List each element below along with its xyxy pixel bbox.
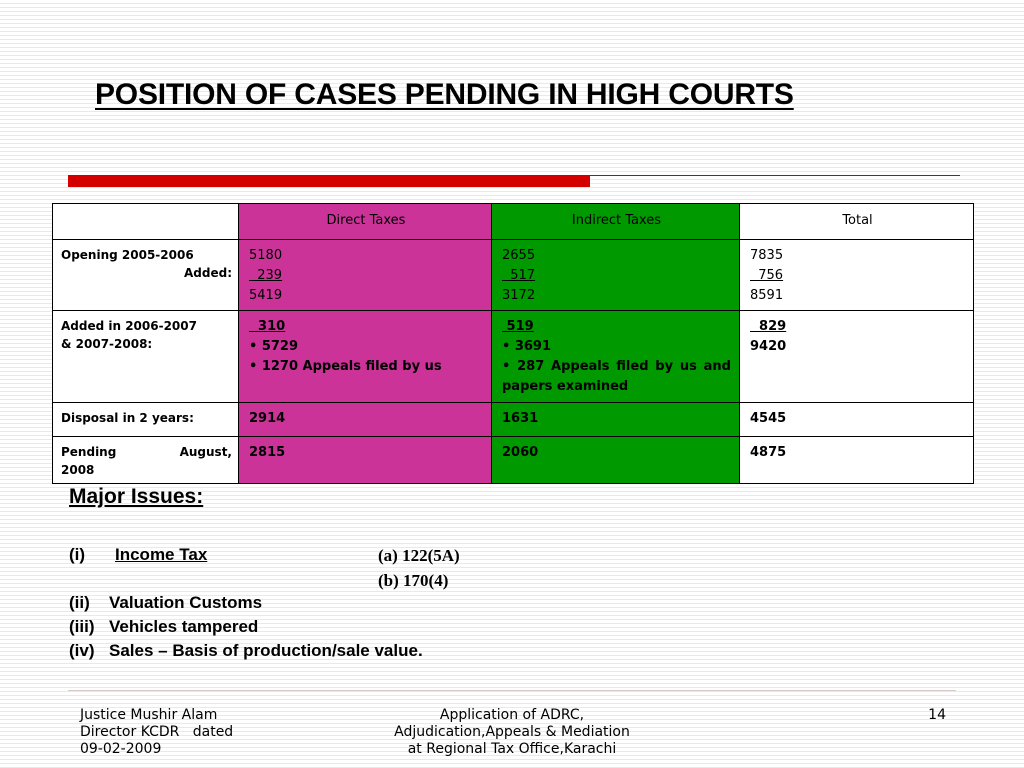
cell-direct-disposal: 2914 (239, 403, 492, 437)
row-label-pending (53, 437, 239, 484)
cell-value: 5180 (249, 248, 283, 263)
row-label-opening (53, 240, 239, 311)
issue-item (69, 617, 258, 637)
issue-number: (iv) (69, 641, 95, 660)
header-direct-taxes: Direct Taxes (239, 204, 492, 240)
cell-total-pending: 4875 (740, 437, 974, 484)
cell-value: 310 (249, 319, 286, 334)
table-row (53, 240, 974, 311)
footer-line: Adjudication,Appeals & Mediation (394, 724, 630, 740)
footer-divider (68, 690, 956, 691)
row-label-text: 2008 (61, 463, 95, 477)
issue-subitem: (b) 170(4) (378, 571, 449, 590)
cell-total-opening (740, 240, 974, 311)
cell-total-added (740, 311, 974, 403)
cell-direct-added (239, 311, 492, 403)
issue-text: Vehicles tampered (109, 617, 259, 636)
issue-text: Valuation Customs (109, 593, 263, 612)
cell-value: 3172 (502, 288, 536, 303)
issue-text: Sales – Basis of production/sale value. (109, 641, 423, 660)
row-label-line (61, 317, 232, 335)
issue-number: (iii) (69, 617, 95, 636)
cases-table (52, 203, 974, 484)
table-row (53, 403, 974, 437)
table-row (53, 437, 974, 484)
issue-subitem: (a) 122(5A) (378, 546, 460, 565)
row-label-text: Added: (184, 266, 232, 280)
cell-value: 8591 (750, 288, 784, 303)
cell-value: • 5729 (249, 339, 299, 354)
footer-line: 09-02-2009 (80, 741, 162, 757)
cell-indirect-pending: 2060 (492, 437, 740, 484)
cell-value: 5419 (249, 288, 283, 303)
footer-author (80, 707, 233, 758)
issue-number: (i) (69, 545, 86, 564)
row-label-text: Opening 2005-2006 (61, 248, 194, 262)
page-title: POSITION OF CASES PENDING IN HIGH COURTS (95, 78, 794, 111)
footer-line: Director KCDR dated (80, 724, 234, 740)
footer-page-number: 14 (928, 707, 946, 723)
row-label-text: Pending (61, 445, 117, 459)
row-label-text: Added in 2006-2007 (61, 319, 197, 333)
row-label-added (53, 311, 239, 403)
issue-item (69, 593, 262, 613)
major-issues-heading: Major Issues: (69, 485, 204, 508)
cell-value: 7835 (750, 248, 784, 263)
cell-value: • 1270 Appeals filed by us (249, 359, 442, 374)
footer-presentation-title (352, 707, 672, 758)
footer-line: Justice Mushir Alam (80, 707, 218, 723)
row-label-text: August, (179, 445, 232, 459)
header-indirect-taxes: Indirect Taxes (492, 204, 740, 240)
row-label-line (61, 443, 232, 461)
cell-value: 829 (750, 319, 787, 334)
cell-value: 519 (502, 319, 534, 334)
table-header-row (53, 204, 974, 240)
cell-indirect-added (492, 311, 740, 403)
cell-value: 517 (502, 268, 536, 283)
cell-indirect-disposal: 1631 (492, 403, 740, 437)
cell-value: 239 (249, 268, 283, 283)
cell-indirect-opening (492, 240, 740, 311)
footer-line: Application of ADRC, (439, 707, 585, 723)
cell-total-disposal: 4545 (740, 403, 974, 437)
cell-direct-opening (239, 240, 492, 311)
title-divider-thick (68, 176, 590, 187)
issue-text: Income Tax (115, 545, 208, 564)
header-total: Total (740, 204, 974, 240)
row-label-text: & 2007-2008: (61, 337, 153, 351)
cell-direct-pending: 2815 (239, 437, 492, 484)
cell-value: 2655 (502, 248, 536, 263)
footer-line: at Regional Tax Office,Karachi (407, 741, 617, 757)
table-corner-cell (53, 204, 239, 240)
cell-value: • 287 Appeals filed by us and papers examined (502, 359, 731, 394)
cell-value: • 3691 (502, 339, 552, 354)
cell-value: 9420 (750, 339, 787, 354)
issue-item (69, 641, 423, 661)
row-label-disposal: Disposal in 2 years: (53, 403, 239, 437)
table-row (53, 311, 974, 403)
cell-value: 756 (750, 268, 784, 283)
issue-item-income-tax (69, 545, 207, 565)
issue-number: (ii) (69, 593, 90, 612)
